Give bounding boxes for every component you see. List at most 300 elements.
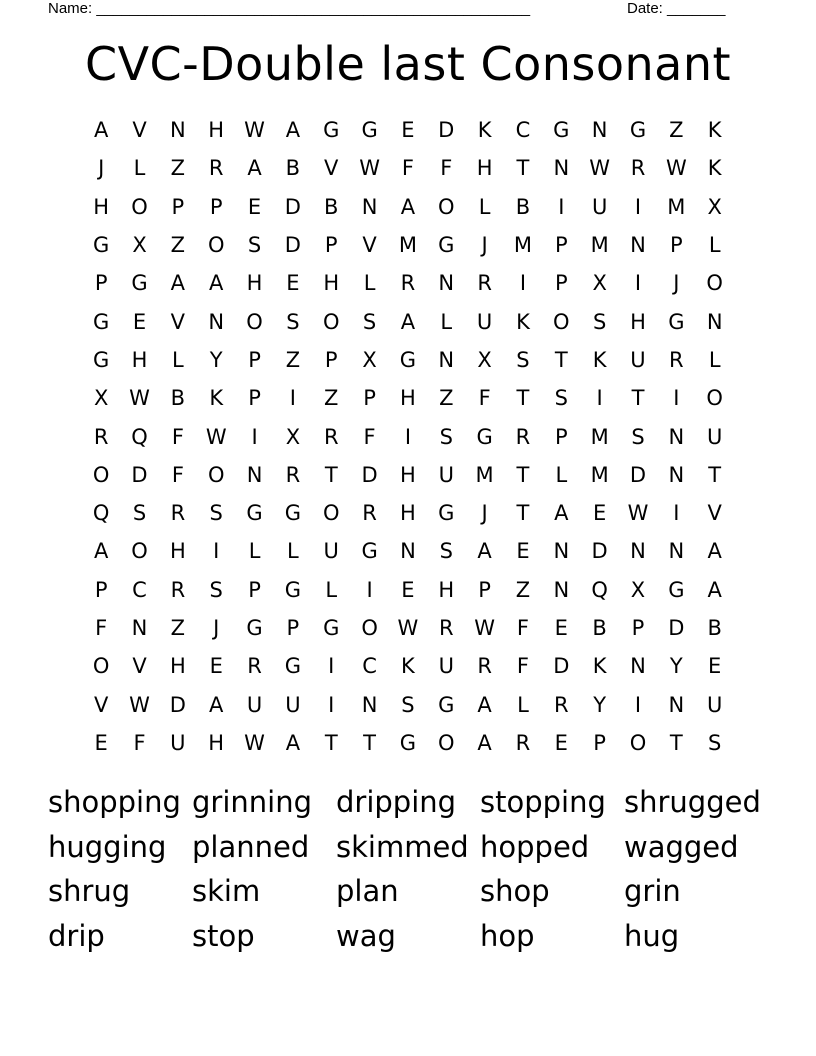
page-title: CVC-Double last Consonant: [84, 37, 732, 91]
grid-letter: Y: [669, 654, 683, 679]
grid-letter: E: [94, 730, 108, 755]
grid-letter: P: [554, 233, 568, 258]
grid-letter: F: [440, 156, 453, 181]
grid-letter: T: [516, 156, 530, 181]
grid-letter: Z: [170, 616, 186, 640]
grid-letter: R: [93, 424, 109, 449]
grid-letter: K: [707, 156, 722, 181]
grid-letter: B: [515, 194, 531, 219]
grid-letter: D: [591, 539, 608, 564]
grid-letter: G: [668, 577, 685, 602]
grid-letter: O: [553, 309, 570, 334]
grid-letter: M: [667, 194, 686, 219]
grid-letter: D: [438, 118, 455, 143]
grid-letter: L: [172, 347, 184, 372]
grid-letter: A: [209, 692, 224, 717]
grid-letter: C: [515, 118, 531, 143]
grid-letter: H: [400, 386, 416, 411]
grid-letter: G: [93, 347, 110, 372]
grid-letter: X: [93, 386, 109, 411]
grid-letter: M: [398, 233, 417, 258]
grid-letter: G: [93, 309, 110, 334]
grid-letter: F: [171, 462, 184, 487]
grid-letter: P: [363, 386, 376, 411]
grid-letter: U: [706, 692, 723, 717]
grid-letter: U: [438, 654, 454, 679]
grid-letter: I: [558, 194, 565, 219]
word-bank-item: stop: [192, 918, 255, 953]
grid-letter: R: [170, 501, 186, 526]
grid-letter: H: [630, 309, 646, 334]
grid-letter: W: [205, 424, 227, 449]
grid-letter: Q: [92, 501, 110, 526]
grid-letter: E: [593, 501, 607, 526]
grid-letter: U: [285, 692, 301, 717]
grid-letter: D: [169, 692, 186, 717]
grid-letter: G: [438, 501, 455, 526]
grid-letter: S: [362, 309, 377, 334]
grid-letter: W: [244, 730, 265, 755]
grid-letter: W: [397, 616, 419, 640]
grid-letter: A: [247, 156, 262, 181]
grid-letter: G: [284, 577, 302, 602]
grid-letter: W: [474, 616, 495, 640]
grid-letter: I: [366, 577, 373, 602]
grid-letter: N: [668, 692, 685, 717]
grid-letter: G: [93, 233, 110, 258]
grid-letter: A: [554, 501, 569, 526]
grid-letter: P: [631, 616, 645, 640]
grid-letter: S: [554, 386, 568, 411]
grid-letter: N: [246, 462, 263, 487]
grid-letter: O: [706, 271, 723, 296]
grid-letter: Z: [515, 577, 531, 602]
grid-letter: L: [133, 156, 146, 181]
grid-letter: N: [553, 156, 570, 181]
grid-letter: I: [634, 692, 642, 717]
grid-letter: E: [708, 654, 722, 679]
grid-letter: F: [401, 156, 414, 181]
grid-letter: B: [324, 194, 339, 219]
word-bank-item: stopping: [480, 785, 606, 819]
grid-letter: L: [287, 539, 299, 564]
grid-letter: A: [707, 577, 722, 602]
grid-letter: X: [362, 347, 377, 372]
grid-letter: D: [629, 462, 647, 487]
grid-letter: M: [590, 462, 609, 487]
grid-letter: T: [516, 501, 530, 526]
grid-letter: P: [554, 271, 568, 296]
grid-letter: U: [706, 424, 723, 449]
grid-letter: H: [208, 118, 225, 143]
grid-letter: L: [478, 194, 491, 219]
grid-letter: F: [363, 424, 376, 449]
word-bank-item: shopping: [48, 785, 181, 819]
grid-letter: Z: [439, 386, 454, 411]
grid-letter: X: [477, 347, 492, 372]
grid-letter: V: [170, 309, 186, 334]
grid-letter: X: [592, 271, 607, 296]
grid-letter: H: [131, 347, 148, 372]
grid-letter: N: [438, 271, 455, 296]
grid-letter: W: [129, 692, 150, 717]
grid-letter: N: [668, 462, 685, 487]
grid-letter: N: [668, 424, 685, 449]
grid-letter: L: [440, 309, 453, 334]
grid-letter: I: [251, 424, 258, 449]
grid-letter: A: [93, 539, 109, 564]
grid-letter: K: [516, 309, 530, 334]
grid-letter: G: [668, 309, 685, 334]
grid-letter: R: [477, 654, 492, 679]
grid-letter: I: [213, 539, 220, 564]
grid-letter: P: [554, 424, 568, 449]
grid-letter: F: [516, 616, 529, 640]
grid-letter: E: [209, 654, 223, 679]
grid-letter: S: [708, 730, 722, 755]
grid-letter: P: [286, 616, 300, 640]
grid-letter: I: [634, 271, 642, 296]
grid-letter: O: [131, 539, 148, 564]
grid-letter: F: [95, 616, 108, 640]
word-bank-item: wagged: [624, 829, 739, 864]
grid-letter: N: [553, 577, 570, 602]
grid-letter: R: [247, 654, 262, 679]
grid-letter: G: [476, 424, 493, 449]
grid-letter: R: [208, 156, 224, 181]
grid-letter: A: [285, 730, 301, 755]
grid-letter: L: [248, 539, 261, 564]
grid-letter: E: [554, 730, 568, 755]
grid-letter: J: [98, 156, 105, 181]
grid-letter: I: [328, 692, 335, 717]
grid-letter: D: [361, 462, 378, 487]
grid-letter: Z: [285, 347, 301, 372]
grid-letter: H: [400, 462, 416, 487]
grid-letter: F: [133, 730, 146, 755]
word-bank-item: planned: [192, 829, 310, 864]
letter-grid: [82, 111, 734, 762]
grid-letter: P: [324, 233, 338, 258]
grid-letter: Q: [131, 424, 148, 449]
grid-letter: P: [593, 730, 606, 755]
word-bank-item: skim: [192, 874, 261, 908]
grid-letter: P: [478, 577, 491, 602]
worksheet-header: [48, 0, 768, 20]
grid-letter: K: [592, 654, 607, 679]
grid-letter: G: [246, 616, 263, 640]
grid-letter: H: [438, 577, 455, 602]
grid-letter: M: [590, 233, 609, 258]
grid-letter: T: [631, 386, 645, 411]
grid-letter: T: [516, 462, 530, 487]
grid-letter: R: [515, 424, 531, 449]
grid-letter: G: [361, 118, 378, 143]
grid-letter: G: [246, 501, 263, 526]
date-line: Date: _______: [627, 0, 726, 17]
grid-letter: H: [246, 271, 263, 296]
grid-letter: R: [285, 462, 301, 487]
grid-letter: G: [399, 347, 417, 372]
grid-letter: W: [244, 118, 265, 143]
grid-letter: I: [673, 386, 680, 411]
grid-letter: W: [359, 156, 380, 181]
grid-letter: P: [94, 577, 108, 602]
grid-letter: F: [516, 654, 529, 679]
grid-letter: J: [673, 271, 680, 296]
grid-letter: N: [706, 309, 723, 334]
grid-letter: G: [629, 118, 647, 143]
grid-letter: O: [131, 194, 148, 219]
grid-letter: P: [248, 386, 261, 411]
grid-letter: S: [401, 692, 415, 717]
grid-letter: A: [285, 118, 301, 143]
word-bank-item: shrug: [48, 874, 131, 908]
word-bank-item: plan: [336, 874, 399, 908]
grid-letter: Z: [170, 233, 186, 258]
grid-letter: S: [286, 309, 300, 334]
word-bank-item: dripping: [336, 785, 457, 819]
grid-letter: L: [555, 462, 568, 487]
grid-letter: H: [323, 271, 340, 296]
grid-letter: O: [629, 730, 647, 755]
grid-letter: V: [132, 118, 147, 143]
grid-letter: M: [513, 233, 533, 258]
grid-letter: P: [324, 347, 338, 372]
grid-letter: S: [247, 233, 262, 258]
grid-letter: O: [207, 233, 225, 258]
grid-letter: R: [323, 424, 339, 449]
grid-letter: I: [673, 501, 680, 526]
grid-letter: H: [208, 730, 225, 755]
grid-letter: E: [554, 616, 568, 640]
word-bank-item: skimmed: [336, 829, 469, 864]
grid-letter: S: [631, 424, 645, 449]
grid-letter: N: [361, 194, 378, 219]
grid-letter: O: [322, 501, 340, 526]
grid-letter: O: [92, 462, 110, 487]
grid-letter: K: [592, 347, 607, 372]
word-bank-item: wag: [336, 918, 396, 953]
grid-letter: S: [592, 309, 607, 334]
grid-letter: O: [207, 462, 225, 487]
grid-letter: D: [131, 462, 148, 487]
grid-letter: D: [284, 233, 301, 258]
word-bank-item: shrugged: [624, 785, 761, 819]
grid-letter: G: [284, 501, 302, 526]
grid-letter: U: [323, 539, 339, 564]
grid-letter: R: [362, 501, 377, 526]
grid-letter: N: [630, 233, 646, 258]
grid-letter: N: [400, 539, 416, 564]
grid-letter: B: [592, 616, 607, 640]
grid-letter: S: [209, 501, 223, 526]
grid-letter: R: [477, 271, 492, 296]
grid-letter: S: [439, 424, 453, 449]
grid-letter: P: [171, 194, 185, 219]
word-bank-item: hugging: [48, 829, 167, 864]
grid-letter: L: [708, 347, 721, 372]
grid-letter: L: [363, 271, 376, 296]
grid-letter: K: [477, 118, 492, 143]
grid-letter: N: [630, 654, 646, 679]
word-bank-item: hopped: [480, 829, 590, 864]
grid-letter: G: [284, 654, 302, 679]
grid-letter: W: [627, 501, 649, 526]
grid-letter: K: [707, 118, 722, 143]
grid-letter: G: [399, 730, 417, 755]
grid-letter: T: [324, 462, 338, 487]
grid-letter: U: [170, 730, 186, 755]
grid-letter: B: [170, 386, 186, 411]
grid-letter: A: [477, 539, 492, 564]
grid-letter: W: [589, 156, 611, 181]
grid-letter: G: [438, 233, 455, 258]
grid-letter: O: [361, 616, 378, 640]
grid-letter: V: [324, 156, 339, 181]
grid-letter: E: [401, 118, 415, 143]
grid-letter: B: [285, 156, 301, 181]
grid-letter: Z: [324, 386, 339, 411]
grid-letter: R: [170, 577, 186, 602]
grid-letter: H: [93, 194, 110, 219]
grid-letter: N: [591, 118, 608, 143]
grid-letter: O: [438, 194, 455, 219]
grid-letter: E: [286, 271, 300, 296]
grid-letter: A: [707, 539, 722, 564]
grid-letter: Z: [669, 118, 684, 143]
grid-letter: D: [284, 194, 301, 219]
grid-letter: Z: [170, 156, 186, 181]
grid-letter: I: [289, 386, 296, 411]
grid-letter: F: [171, 424, 184, 449]
grid-letter: O: [92, 654, 110, 679]
grid-letter: A: [400, 309, 416, 334]
grid-letter: U: [438, 462, 454, 487]
grid-letter: J: [481, 233, 488, 258]
grid-letter: L: [708, 233, 721, 258]
word-bank: [48, 780, 778, 958]
grid-letter: P: [248, 347, 261, 372]
grid-letter: N: [668, 539, 685, 564]
grid-letter: N: [438, 347, 455, 372]
grid-letter: K: [209, 386, 224, 411]
grid-letter: R: [515, 730, 531, 755]
grid-letter: J: [481, 501, 488, 526]
grid-letter: X: [285, 424, 301, 449]
word-bank-item: grin: [624, 874, 681, 908]
grid-letter: S: [516, 347, 530, 372]
grid-letter: S: [132, 501, 147, 526]
grid-letter: B: [707, 616, 722, 640]
grid-letter: R: [554, 692, 569, 717]
grid-letter: A: [209, 271, 224, 296]
word-bank-item: hop: [480, 918, 535, 953]
grid-letter: N: [208, 309, 225, 334]
grid-letter: A: [170, 271, 186, 296]
grid-letter: E: [401, 577, 415, 602]
grid-letter: V: [707, 501, 722, 526]
grid-letter: Q: [591, 577, 608, 602]
grid-letter: P: [209, 194, 223, 219]
grid-letter: T: [324, 730, 338, 755]
grid-letter: C: [132, 577, 147, 602]
grid-letter: C: [362, 654, 377, 679]
grid-letter: A: [477, 692, 492, 717]
grid-letter: W: [129, 386, 150, 411]
grid-letter: A: [400, 194, 416, 219]
grid-letter: L: [517, 692, 529, 717]
grid-letter: A: [477, 730, 492, 755]
word-bank-item: grinning: [192, 785, 312, 819]
grid-letter: T: [516, 386, 530, 411]
grid-letter: O: [438, 730, 455, 755]
grid-letter: R: [438, 616, 454, 640]
grid-letter: I: [404, 424, 412, 449]
grid-letter: H: [400, 501, 416, 526]
grid-letter: E: [516, 539, 530, 564]
grid-letter: G: [361, 539, 378, 564]
grid-letter: U: [591, 194, 608, 219]
grid-letter: G: [131, 271, 148, 296]
grid-letter: V: [362, 233, 377, 258]
grid-letter: A: [93, 118, 109, 143]
grid-letter: T: [363, 730, 376, 755]
grid-letter: O: [246, 309, 263, 334]
grid-letter: N: [170, 118, 186, 143]
grid-letter: W: [665, 156, 687, 181]
grid-letter: N: [131, 616, 148, 640]
grid-letter: N: [630, 539, 646, 564]
grid-letter: I: [328, 654, 335, 679]
grid-letter: V: [93, 692, 109, 717]
grid-letter: J: [213, 616, 220, 640]
word-bank-item: drip: [48, 918, 105, 953]
name-line: Name: ____________________________________________________: [48, 0, 531, 17]
grid-letter: R: [630, 156, 646, 181]
grid-letter: R: [400, 271, 416, 296]
grid-letter: H: [476, 156, 493, 181]
grid-letter: P: [248, 577, 261, 602]
grid-letter: I: [634, 194, 642, 219]
grid-letter: U: [476, 309, 493, 334]
grid-letter: H: [169, 654, 186, 679]
grid-letter: Y: [209, 347, 223, 372]
grid-letter: M: [475, 462, 494, 487]
grid-letter: M: [590, 424, 609, 449]
grid-letter: X: [132, 233, 147, 258]
grid-letter: Y: [593, 692, 607, 717]
grid-letter: U: [246, 692, 263, 717]
grid-letter: H: [169, 539, 186, 564]
grid-letter: T: [669, 730, 683, 755]
grid-letter: L: [325, 577, 338, 602]
grid-letter: P: [94, 271, 108, 296]
grid-letter: O: [706, 386, 723, 411]
grid-letter: E: [247, 194, 262, 219]
grid-letter: D: [668, 616, 685, 640]
grid-letter: T: [708, 462, 722, 487]
grid-letter: S: [209, 577, 223, 602]
grid-letter: K: [401, 654, 415, 679]
grid-letter: X: [707, 194, 722, 219]
grid-letter: S: [439, 539, 453, 564]
grid-letter: T: [554, 347, 568, 372]
grid-letter: R: [669, 347, 684, 372]
grid-letter: G: [553, 118, 570, 143]
word-bank-item: shop: [480, 874, 550, 908]
grid-letter: F: [478, 386, 491, 411]
